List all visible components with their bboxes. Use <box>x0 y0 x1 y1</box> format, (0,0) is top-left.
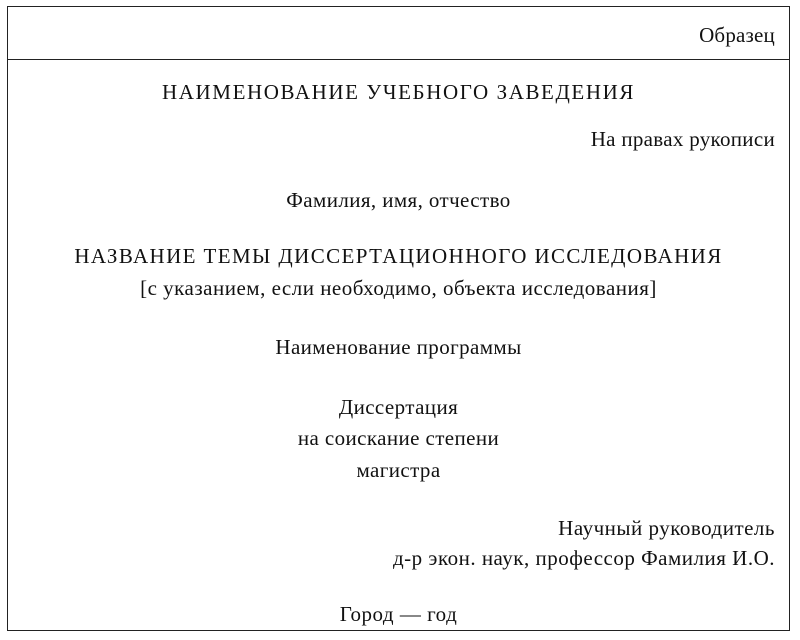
dissertation-line-1: Диссертация <box>338 395 459 419</box>
supervisor-name: д-р экон. наук, профессор Фамилия И.О. <box>393 546 775 570</box>
sample-header <box>8 7 789 60</box>
program-name: Наименование программы <box>275 335 522 359</box>
supervisor-title: Научный руководитель <box>558 516 775 540</box>
author-name: Фамилия, имя, отчество <box>286 188 511 212</box>
city-year: Город — год <box>339 602 458 626</box>
sample-label: Образец <box>699 23 775 47</box>
manuscript-note: На правах рукописи <box>590 127 775 151</box>
dissertation-line-2: на соискание степени <box>297 426 500 450</box>
institution-name: НАИМЕНОВАНИЕ УЧЕБНОГО ЗАВЕДЕНИЯ <box>162 80 635 104</box>
topic-title: НАЗВАНИЕ ТЕМЫ ДИССЕРТАЦИОННОГО ИССЛЕДОВАНИЯ <box>74 244 723 268</box>
title-page-frame <box>7 6 790 631</box>
topic-note: [с указанием, если необходимо, объекта исследования] <box>140 276 657 300</box>
dissertation-line-3: магистра <box>356 458 441 482</box>
